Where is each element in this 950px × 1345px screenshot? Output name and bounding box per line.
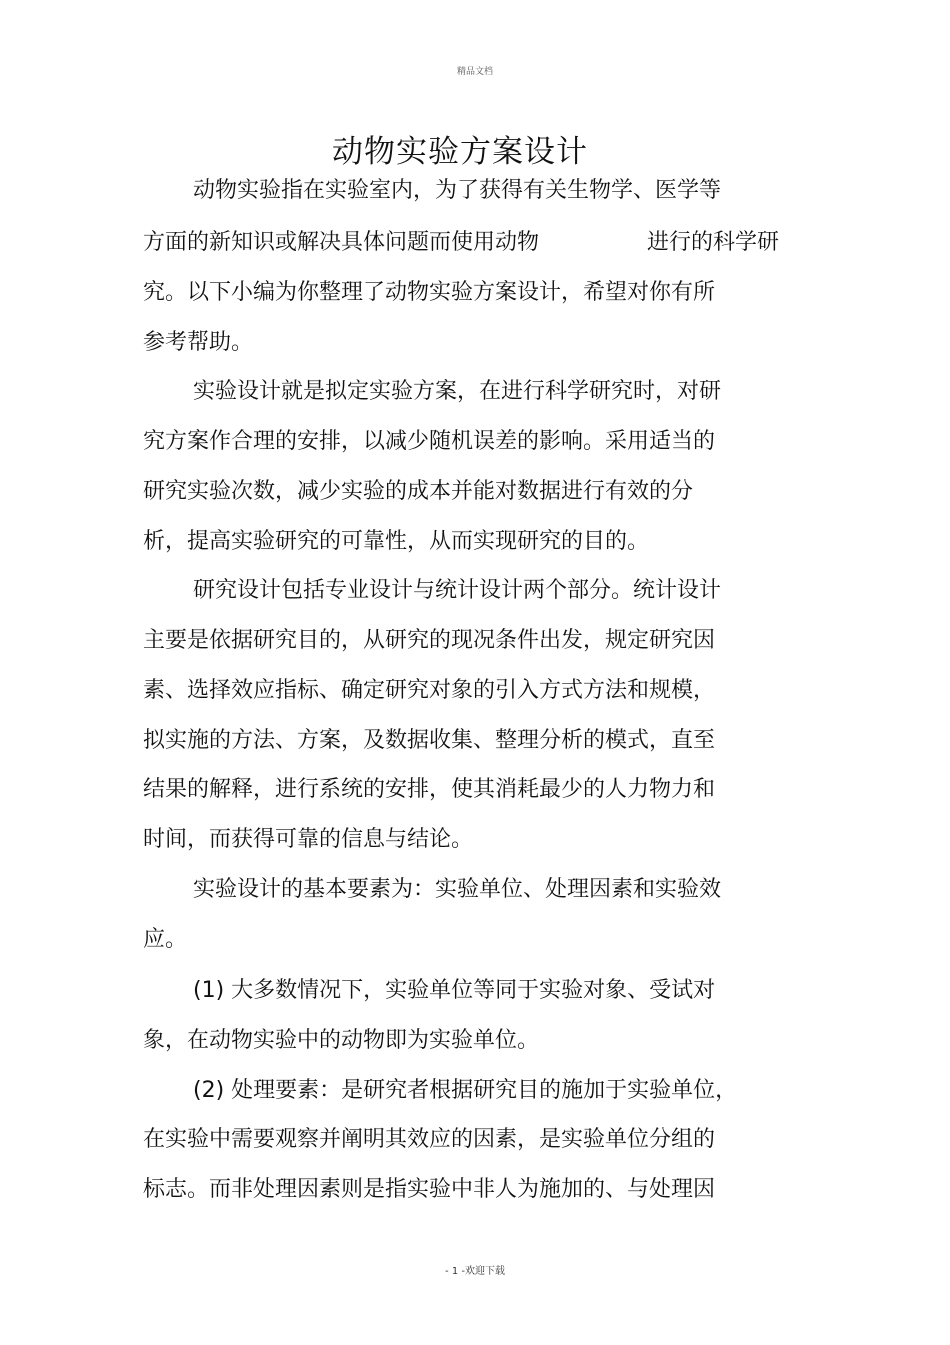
paragraph-line: 动物实验指在实验室内，为了获得有关生物学、医学等 (193, 178, 722, 203)
paragraph-line: 结果的解释，进行系统的安排，使其消耗最少的人力物力和 (143, 777, 716, 802)
paragraph-line: 素、选择效应指标、确定研究对象的引入方式方法和规模， (143, 678, 716, 703)
page-number: - 1 - (445, 1266, 465, 1277)
paragraph-line: 拟实施的方法、方案，及数据收集、整理分析的模式，直至 (143, 728, 716, 753)
paragraph-line: 进行的科学研 (647, 230, 780, 255)
paragraph-line: 方面的新知识或解决具体问题而使用动物 (143, 230, 540, 255)
page-footer (0, 1262, 950, 1277)
footer-note: 欢迎下载 (464, 1266, 505, 1277)
paragraph-line: 象，在动物实验中的动物即为实验单位。 (143, 1028, 540, 1053)
paragraph-line: 参考帮助。 (143, 330, 254, 355)
paragraph-line: 研究实验次数，减少实验的成本并能对数据进行有效的分 (143, 479, 694, 504)
header-watermark: 精品文档 (456, 67, 493, 77)
paragraph-line: 究。以下小编为你整理了动物实验方案设计，希望对你有所 (143, 280, 716, 305)
paragraph-line: 标志。而非处理因素则是指实验中非人为施加的、与处理因 (143, 1177, 716, 1202)
paragraph-line: 主要是依据研究目的，从研究的现况条件出发，规定研究因 (143, 628, 716, 653)
paragraph-line: 在实验中需要观察并阐明其效应的因素，是实验单位分组的 (143, 1127, 716, 1152)
paragraph-line: 研究设计包括专业设计与统计设计两个部分。统计设计 (193, 578, 722, 603)
paragraph-line: 析，提高实验研究的可靠性，从而实现研究的目的。 (143, 529, 650, 554)
paragraph-line: (2) 处理要素：是研究者根据研究目的施加于实验单位， (193, 1078, 738, 1103)
paragraph-line: 究方案作合理的安排，以减少随机误差的影响。采用适当的 (143, 429, 716, 454)
paragraph-line: 实验设计的基本要素为：实验单位、处理因素和实验效 (193, 877, 722, 902)
paragraph-line: 时间，而获得可靠的信息与结论。 (143, 827, 474, 852)
paragraph-line: 实验设计就是拟定实验方案，在进行科学研究时，对研 (193, 379, 722, 404)
paragraph-line: 应。 (143, 927, 188, 952)
paragraph-line: (1) 大多数情况下，实验单位等同于实验对象、受试对 (193, 978, 716, 1003)
document-title: 动物实验方案设计 (332, 134, 588, 170)
